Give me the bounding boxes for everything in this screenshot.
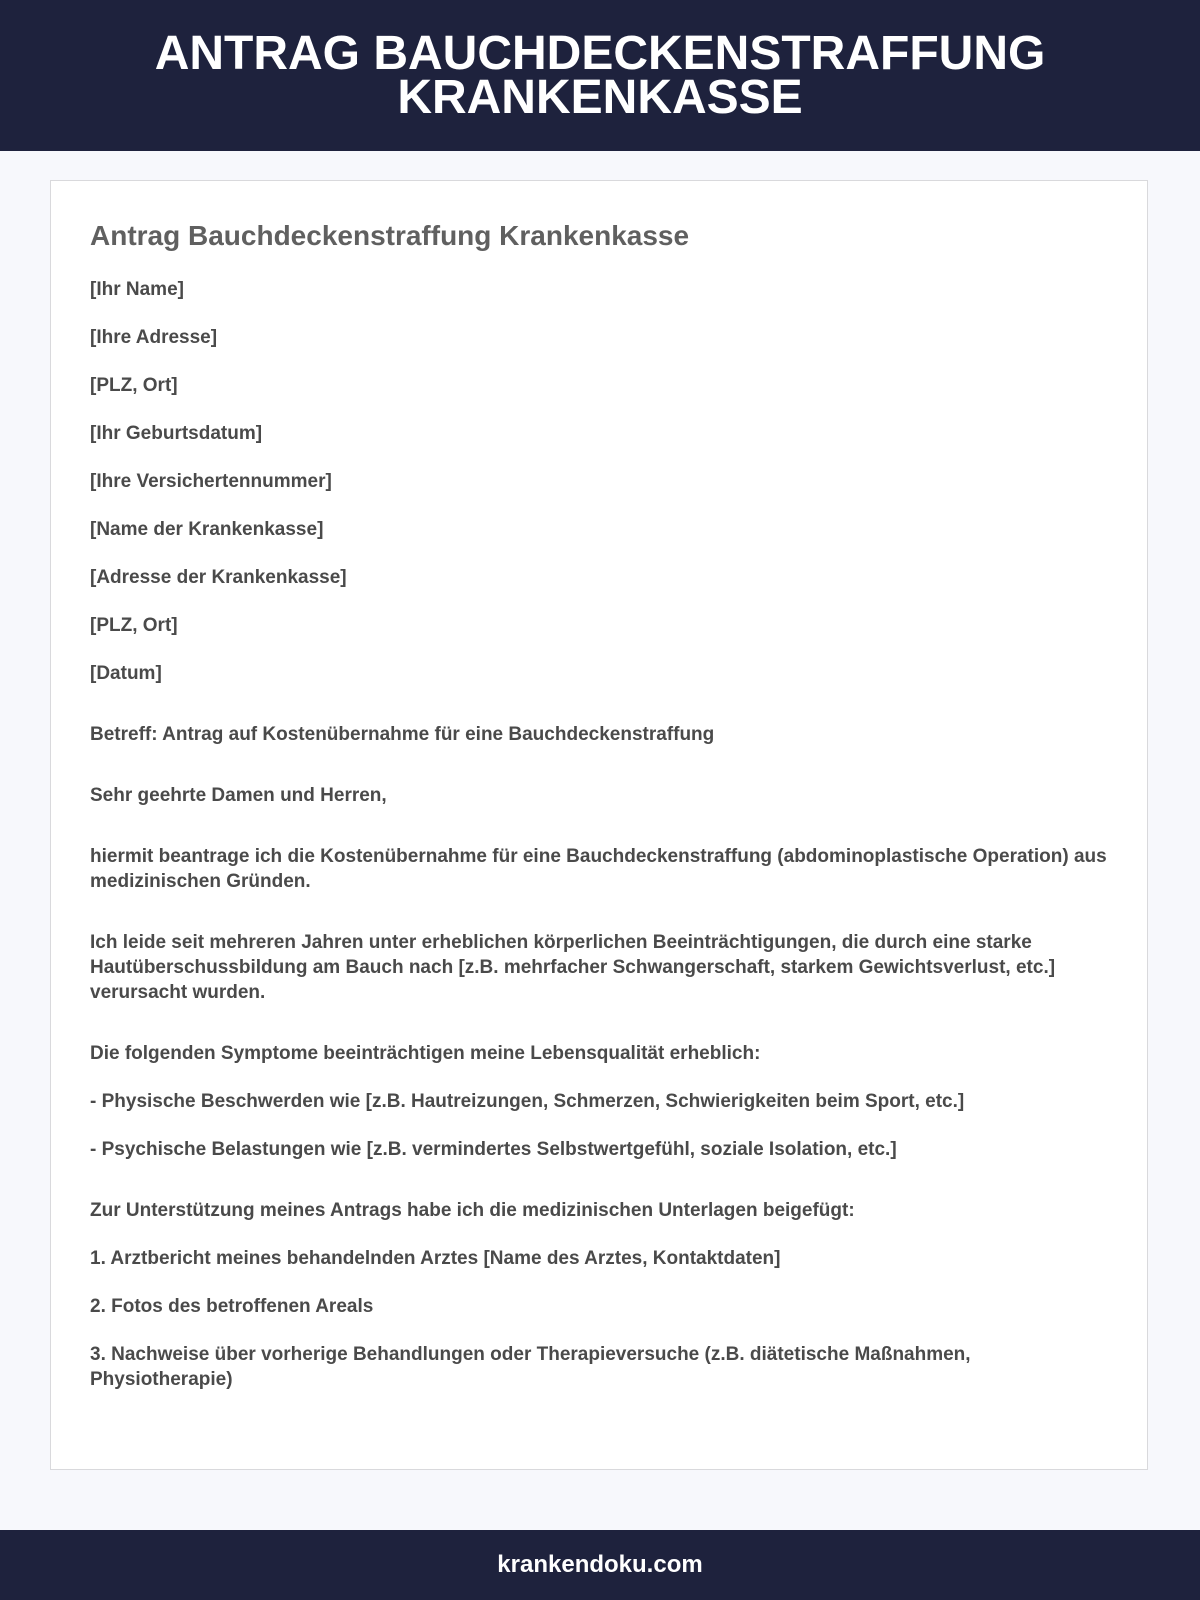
sender-city: [PLZ, Ort] xyxy=(90,375,178,396)
header-title: ANTRAG BAUCHDECKENSTRAFFUNG KRANKENKASSE xyxy=(154,26,1046,124)
paragraph-condition: Ich leide seit mehreren Jahren unter erheblichen körperlichen Beeinträchtigungen, die durch eine starke Hautüberschussbildung am Bauch nach [z.B. mehrfacher Schwangerschaft, starkem Gewichtsverlust, etc.] verursacht wurden. xyxy=(90,932,1056,1003)
recipient-name: [Name der Krankenkasse] xyxy=(90,519,324,540)
attachments-intro: Zur Unterstützung meines Antrags habe ich die medizinischen Unterlagen beigefügt: xyxy=(90,1200,855,1221)
subject-line: Betreff: Antrag auf Kostenübernahme für eine Bauchdeckenstraffung xyxy=(90,724,715,745)
page-header xyxy=(0,0,1200,151)
attachment-item: 1. Arztbericht meines behandelnden Arztes [Name des Arztes, Kontaktdaten] xyxy=(90,1248,781,1269)
salutation: Sehr geehrte Damen und Herren, xyxy=(90,785,387,806)
sender-address: [Ihre Adresse] xyxy=(90,327,218,348)
document-title: Antrag Bauchdeckenstraffung Krankenkasse xyxy=(90,220,690,251)
letter-date: [Datum] xyxy=(90,663,162,684)
paragraph-request: hiermit beantrage ich die Kostenübernahme für eine Bauchdeckenstraffung (abdominoplastische Operation) aus medizinischen Gründen. xyxy=(90,846,1107,892)
attachment-item: 2. Fotos des betroffenen Areals xyxy=(90,1296,374,1317)
sender-name: [Ihr Name] xyxy=(90,279,184,300)
page-footer xyxy=(0,1530,1200,1600)
sender-insurance-number: [Ihre Versichertennummer] xyxy=(90,471,332,492)
footer-site-link[interactable]: krankendoku.com xyxy=(497,1551,703,1578)
recipient-address: [Adresse der Krankenkasse] xyxy=(90,567,347,588)
symptom-item: - Psychische Belastungen wie [z.B. vermindertes Selbstwertgefühl, soziale Isolation, etc.] xyxy=(90,1139,897,1160)
recipient-city: [PLZ, Ort] xyxy=(90,615,178,636)
attachment-item: 3. Nachweise über vorherige Behandlungen oder Therapieversuche (z.B. diätetische Maßnahmen, Physiotherapie) xyxy=(90,1344,971,1390)
document-card xyxy=(50,180,1148,1470)
symptom-item: - Physische Beschwerden wie [z.B. Hautreizungen, Schmerzen, Schwierigkeiten beim Sport, etc.] xyxy=(90,1091,965,1112)
sender-birthdate: [Ihr Geburtsdatum] xyxy=(90,423,263,444)
symptoms-intro: Die folgenden Symptome beeinträchtigen meine Lebensqualität erheblich: xyxy=(90,1043,761,1064)
